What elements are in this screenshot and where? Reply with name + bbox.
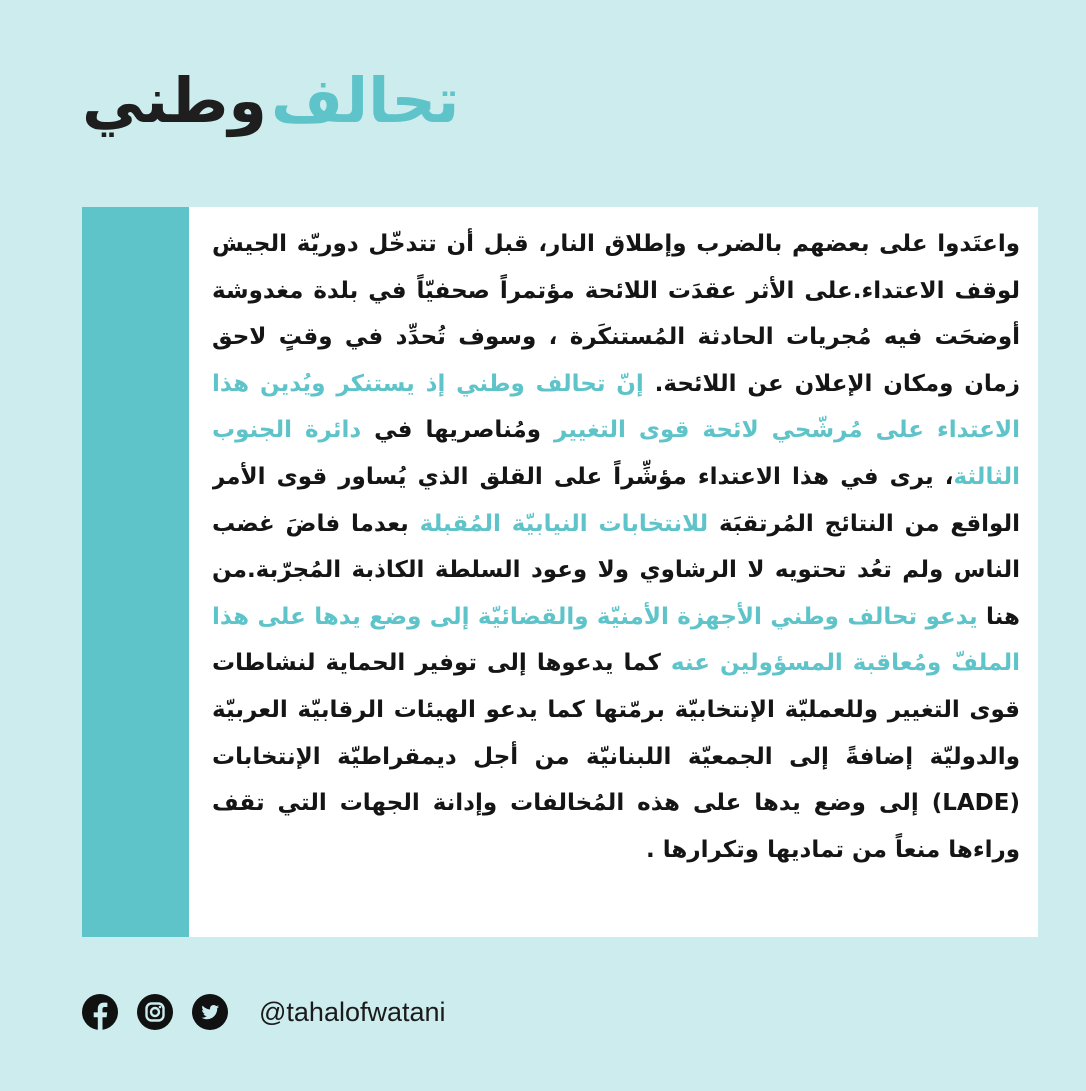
- highlight-segment: إنّ تحالف وطني إذ يستنكر ويُدين هذا الاعتداء على مُرشّحي لائحة قوى التغيير: [212, 370, 1020, 444]
- brand-logo: [82, 42, 460, 137]
- accent-bar: [82, 207, 189, 937]
- highlight-segment: دائرة الجنوب الثالثة: [212, 417, 1020, 490]
- logo-word-watani: وطني: [82, 64, 267, 137]
- logo-word-tahaluf: تحالف: [270, 64, 460, 137]
- statement-card: [82, 207, 1038, 937]
- instagram-icon[interactable]: [137, 994, 173, 1030]
- social-handle[interactable]: @tahalofwatani: [259, 996, 446, 1027]
- text-segment: ، يرى في هذا الاعتداء مؤشِّراً على القلق الذي يُساور قوى الأمر الواقع من النتائج المُرتقبَة: [212, 463, 1020, 537]
- text-segment: واعتَدوا على بعضهم بالضرب وإطلاق النار، قبل أن تتدخّل دوريّة الجيش لوقف الاعتداء.على الأثر عقدَت اللائحة مؤتمراً صحفيّاً في بلدة مغدوشة أوضحَت فيه مُجريات الحادثة المُستنكَرة ، وسوف تُحدِّد في وقتٍ لاحق زمان ومكان الإعلان عن اللائحة.: [212, 231, 1020, 397]
- highlight-segment: يدعو تحالف وطني الأجهزة الأمنيّة والقضائيّة إلى وضع يدها على هذا الملفّ ومُعاقبة المسؤولين عنه: [212, 603, 1020, 677]
- facebook-icon[interactable]: [82, 994, 118, 1030]
- text-segment: ومُناصريها في: [361, 417, 554, 444]
- text-segment: بعدما فاضَ غضب الناس ولم تعُد تحتويه لا الرشاوي ولا وعود السلطة الكاذبة المُجرّبة.من هنا: [212, 510, 1020, 630]
- social-footer: [82, 994, 446, 1030]
- statement-text: [212, 221, 1020, 923]
- highlight-segment: للانتخابات النيابيّة المُقبلة: [419, 510, 709, 537]
- text-segment: كما يدعوها إلى توفير الحماية لنشاطات قوى التغيير وللعمليّة الإنتخابيّة برمّتها كما يدعو الهيئات الرقابيّة العربيّة والدوليّة إضافةً إلى الجمعيّة اللبنانيّة من أجل ديمقراطيّة الإنتخابات (LADE) إلى وضع يدها على هذه المُخالفات وإدانة الجهات التي تقف وراءها منعاً من تماديها وتكرارها .: [212, 650, 1020, 863]
- twitter-icon[interactable]: [192, 994, 228, 1030]
